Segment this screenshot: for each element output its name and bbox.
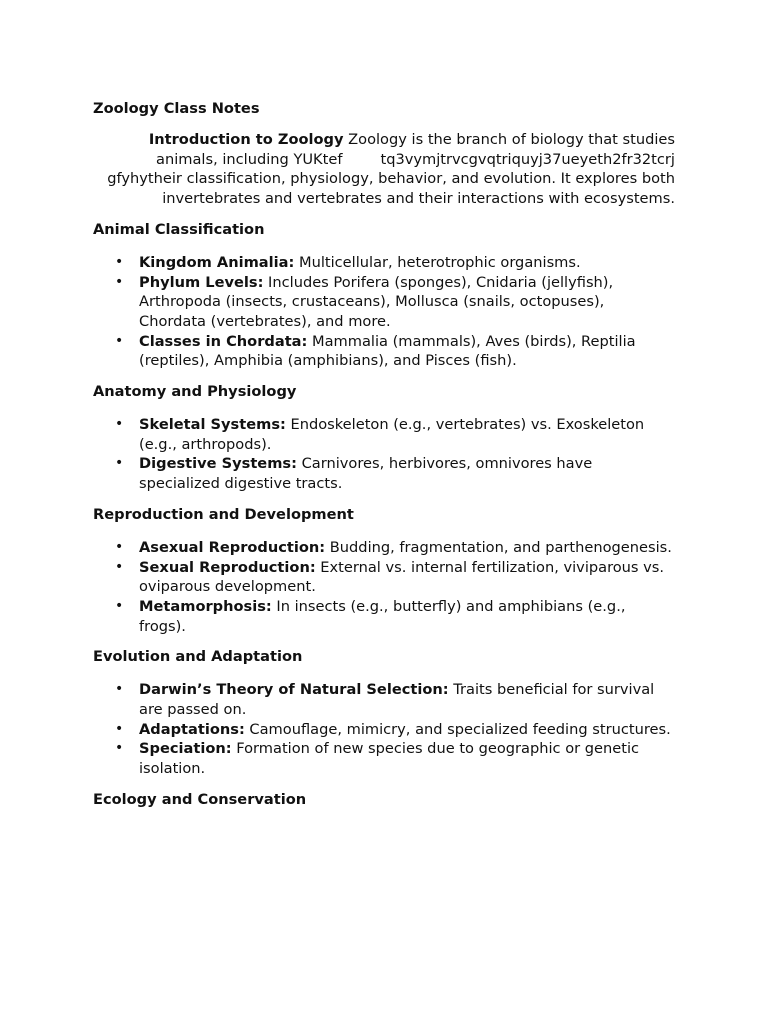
item-term: Darwin’s Theory of Natural Selection:: [139, 681, 449, 699]
bullet-icon: •: [115, 416, 124, 433]
item-term: Sexual Reproduction:: [139, 558, 316, 576]
item-text: Endoskeleton (e.g., vertebrates) vs. Exoskeleton (e.g., arthropods).: [139, 416, 645, 453]
item-text: Multicellular, heterotrophic organisms.: [294, 253, 581, 271]
item-term: Kingdom Animalia:: [139, 253, 295, 271]
section-list-anatomy-physiology: [93, 415, 675, 494]
page-title: Zoology Class Notes: [93, 100, 260, 117]
item-term: Asexual Reproduction:: [139, 538, 326, 556]
bullet-icon: •: [115, 253, 124, 270]
item-text: Carnivores, herbivores, omnivores have specialized digestive tracts.: [139, 455, 593, 493]
item-text: Budding, fragmentation, and parthenogenesis.: [325, 538, 672, 556]
item-text: Mammalia (mammals), Aves (birds), Reptilia (reptiles), Amphibia (amphibians), and Pisces (fish).: [139, 332, 636, 370]
item-text: Includes Porifera (sponges), Cnidaria (jellyfish), Arthropoda (insects, crustaceans), Mollusca (snails, octopuses), Chordata (vertebrates), and more.: [139, 273, 614, 330]
item-term: Speciation:: [139, 740, 232, 758]
item-term: Classes in Chordata:: [139, 332, 308, 350]
list-item: [93, 415, 675, 454]
item-text: In insects (e.g., butterfly) and amphibians (e.g., frogs).: [139, 597, 626, 635]
bullet-icon: •: [115, 538, 124, 555]
section-heading-evolution-adaptation: Evolution and Adaptation: [93, 648, 303, 666]
item-term: Skeletal Systems:: [139, 416, 286, 434]
item-text: Traits beneficial for survival are passed on.: [139, 681, 655, 719]
item-text: Camouflage, mimicry, and specialized feeding structures.: [244, 720, 671, 738]
list-item: [93, 558, 675, 597]
intro-paragraph: [93, 130, 675, 209]
intro-text-part1: Zoology is the branch of biology that studies animals, including YUKtef: [156, 131, 675, 168]
bullet-icon: •: [115, 740, 124, 757]
list-item: [93, 680, 675, 719]
item-term: Phylum Levels:: [139, 273, 264, 291]
section-heading-reproduction-development: Reproduction and Development: [93, 505, 354, 523]
section-list-animal-classification: [93, 253, 675, 371]
section-heading-animal-classification: Animal Classification: [93, 220, 265, 238]
item-term: Digestive Systems:: [139, 455, 297, 473]
section-list-evolution-adaptation: [93, 680, 675, 779]
intro-lead: Introduction to Zoology: [148, 131, 344, 148]
list-item: [93, 332, 675, 371]
list-item: [93, 739, 675, 778]
intro-text-part2: tq3vymjtrvcgvqtriquyj37ueyeth2fr32tcrj gfyhytheir classification, physiology, behavior, and evolution. It explores both invertebrates and vertebrates and their interactions with ecosystems.: [107, 150, 675, 208]
list-item: [93, 273, 675, 332]
section-list-reproduction-development: [93, 538, 675, 637]
bullet-icon: •: [115, 455, 124, 472]
item-text: External vs. internal fertilization, viviparous vs. oviparous development.: [139, 558, 665, 596]
bullet-icon: •: [115, 332, 124, 349]
section-heading-anatomy-physiology: Anatomy and Physiology: [93, 383, 297, 401]
list-item: [93, 720, 675, 740]
list-item: [93, 454, 675, 493]
item-term: Adaptations:: [139, 720, 245, 738]
item-term: Metamorphosis:: [139, 597, 272, 615]
bullet-icon: •: [115, 558, 124, 575]
section-heading-ecology-conservation: Ecology and Conservation: [93, 790, 307, 808]
bullet-icon: •: [115, 681, 124, 698]
item-text: Formation of new species due to geographic or genetic isolation.: [139, 740, 640, 778]
list-item: [93, 538, 675, 558]
bullet-icon: •: [115, 720, 124, 737]
list-item: [93, 597, 675, 636]
bullet-icon: •: [115, 273, 124, 290]
list-item: [93, 253, 675, 273]
bullet-icon: •: [115, 597, 124, 614]
notes-content: [93, 96, 675, 823]
